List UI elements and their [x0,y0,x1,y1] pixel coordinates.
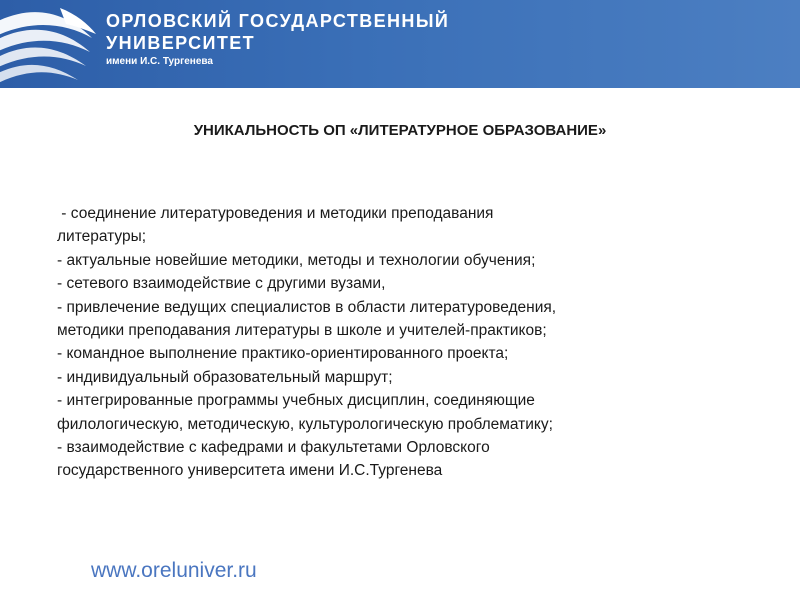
feature-line: - индивидуальный образовательный маршрут; [57,368,393,386]
feature-line: филологическую, методическую, культурологическую проблематику; [57,415,553,433]
header-banner [0,0,800,88]
feature-line: - интегрированные программы учебных дисциплин, соединяющие [57,392,535,410]
feature-line: - взаимодействие с кафедрами и факультетами Орловского [57,439,490,457]
eagle-wings-logo-icon [0,0,100,88]
feature-list [57,202,737,483]
feature-line: - соединение литературоведения и методики преподавания [57,205,494,222]
feature-line: - командное выполнение практико-ориентированного проекта; [57,345,509,363]
university-name-line-2: УНИВЕРСИТЕТ [106,33,256,53]
slide-title: УНИКАЛЬНОСТЬ ОП «ЛИТЕРАТУРНОЕ ОБРАЗОВАНИЕ» [193,122,607,139]
university-name [106,10,449,54]
feature-line: литературы; [57,228,147,246]
website-url[interactable]: www.oreluniver.ru [91,559,257,582]
feature-line: - сетевого взаимодействие с другими вузами, [57,275,386,293]
feature-line: - привлечение ведущих специалистов в области литературоведения, [57,298,557,316]
university-name-line-1: ОРЛОВСКИЙ ГОСУДАРСТВЕННЫЙ [106,11,450,31]
feature-line: государственного университета имени И.С.Тургенева [57,462,443,480]
feature-line: методики преподавания литературы в школе и учителей-практиков; [57,322,547,340]
feature-line: - актуальные новейшие методики, методы и технологии обучения; [57,251,536,269]
university-subtitle: имени И.С. Тургенева [106,56,213,67]
